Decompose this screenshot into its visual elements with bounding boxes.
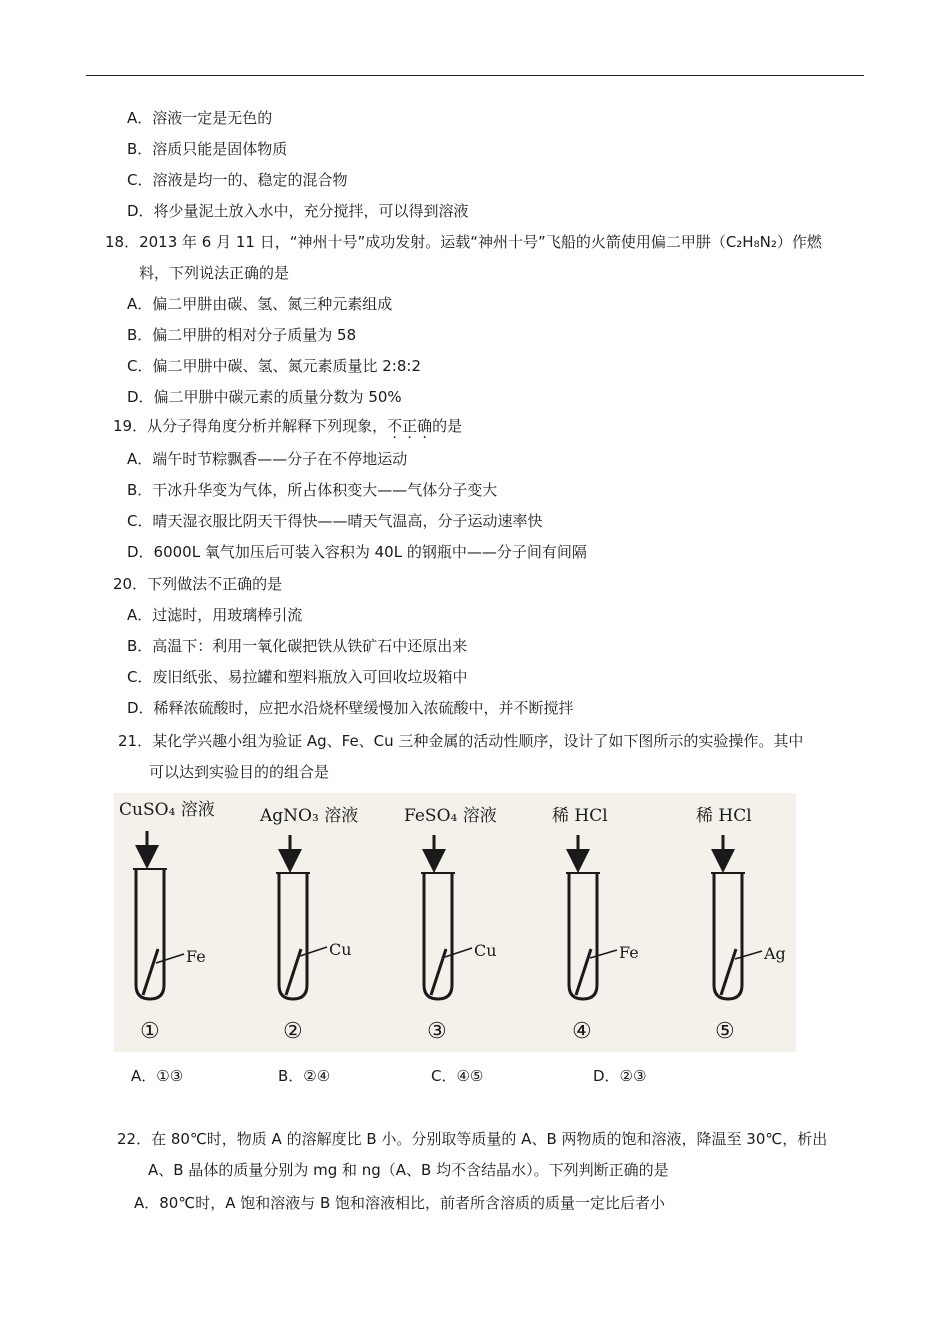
q20-stem: 20．下列做法不正确的是: [113, 575, 283, 593]
q19-stem: [113, 416, 462, 436]
q18-option-c: C．偏二甲肼中碳、氢、氮元素质量比 2:8:2: [127, 357, 421, 375]
q19-emph-1: 不: [387, 417, 403, 435]
tube-3-metal: Cu: [474, 941, 497, 960]
tube-5-number: ⑤: [715, 1019, 735, 1044]
q18-option-a: A．偏二甲肼由碳、氢、氮三种元素组成: [127, 295, 393, 313]
q18-option-d: D．偏二甲肼中碳元素的质量分数为 50%: [127, 388, 402, 406]
q19-stem-post: 的是: [432, 417, 463, 435]
tube-4-reagent: 稀 HCl: [552, 806, 608, 826]
q20-option-a: A．过滤时，用玻璃棒引流: [127, 606, 303, 624]
tube-4-pointer: [590, 950, 617, 958]
tube-4-glass: [569, 873, 597, 999]
q18-option-b: B．偏二甲肼的相对分子质量为 58: [127, 326, 357, 344]
tube-5-pointer: [735, 951, 762, 959]
q21-option-b: B．②④: [278, 1067, 331, 1085]
q17-option-c: C．溶液是均一的、稳定的混合物: [127, 171, 348, 189]
q21-option-d: D．②③: [593, 1067, 647, 1085]
tube-4-metal-strip: [576, 949, 591, 995]
tube-1-metal-strip: [143, 949, 158, 995]
q20-option-b: B．高温下：利用一氧化碳把铁从铁矿石中还原出来: [127, 637, 468, 655]
q22-option-a: A．80℃时，A 饱和溶液与 B 饱和溶液相比，前者所含溶质的质量一定比后者小: [134, 1194, 666, 1212]
tube-1-reagent: CuSO₄ 溶液: [119, 800, 215, 820]
q18-stem-line2: 料，下列说法正确的是: [139, 264, 290, 282]
tube-2: [259, 806, 358, 1044]
q20-option-d: D．稀释浓硫酸时，应把水沿烧杯壁缓慢加入浓硫酸中，并不断搅拌: [127, 699, 574, 717]
tube-3: [404, 806, 497, 1044]
q21-stem-line2: 可以达到实验目的的组合是: [149, 763, 330, 781]
tube-2-number: ②: [283, 1019, 303, 1044]
tube-2-reagent: AgNO₃ 溶液: [260, 806, 359, 826]
q21-option-c: C．④⑤: [431, 1067, 484, 1085]
q19-emph-2: 正: [402, 417, 418, 435]
header-rule: [86, 75, 864, 76]
q19-option-c: C．晴天湿衣服比阴天干得快——晴天气温高，分子运动速率快: [127, 512, 543, 530]
q17-option-b: B．溶质只能是固体物质: [127, 140, 288, 158]
test-tube-figure: [114, 793, 796, 1052]
tube-3-pointer: [445, 948, 472, 957]
q17-option-a: A．溶液一定是无色的: [127, 109, 273, 127]
tube-5-glass: [714, 873, 742, 999]
tube-1-metal: Fe: [186, 947, 206, 966]
tube-5-metal: Ag: [764, 944, 786, 963]
q20-option-c: C．废旧纸张、易拉罐和塑料瓶放入可回收垃圾箱中: [127, 668, 468, 686]
tube-2-metal-strip: [286, 949, 301, 995]
q18-stem-line1: 18．2013 年 6 月 11 日，“神州十号”成功发射。运载“神州十号”飞船的火箭使用偏二甲肼（C₂H₈N₂）作燃: [105, 233, 822, 251]
q19-option-d: D．6000L 氧气加压后可装入容积为 40L 的钢瓶中——分子间有间隔: [127, 543, 587, 561]
tube-3-glass: [424, 873, 452, 999]
q17-option-d: D．将少量泥土放入水中，充分搅拌，可以得到溶液: [127, 202, 469, 220]
tube-1-glass: [136, 869, 164, 999]
tube-3-reagent: FeSO₄ 溶液: [404, 806, 497, 826]
tube-4: [552, 806, 639, 1044]
tube-2-metal: Cu: [329, 940, 352, 959]
tube-1: [119, 800, 215, 1044]
q19-emph-3: 确: [417, 417, 433, 435]
q22-stem-line2: A、B 晶体的质量分别为 mg 和 ng（A、B 均不含结晶水）。下列判断正确的是: [148, 1161, 669, 1179]
tube-4-metal: Fe: [619, 943, 639, 962]
q22-stem-line1: 22．在 80℃时，物质 A 的溶解度比 B 小。分别取等质量的 A、B 两物质的饱和溶液，降温至 30℃，析出: [117, 1130, 828, 1148]
q21-option-a: A．①③: [131, 1067, 184, 1085]
tube-1-number: ①: [140, 1019, 160, 1044]
tube-2-pointer: [300, 947, 327, 956]
q19-option-b: B．干冰升华变为气体，所占体积变大——气体分子变大: [127, 481, 498, 499]
tube-5-reagent: 稀 HCl: [696, 806, 752, 826]
tube-5-metal-strip: [721, 949, 736, 995]
q21-stem-line1: 21．某化学兴趣小组为验证 Ag、Fe、Cu 三种金属的活动性顺序，设计了如下图所示的实验操作。其中: [118, 732, 804, 750]
tube-4-number: ④: [572, 1019, 592, 1044]
tube-3-metal-strip: [431, 949, 446, 995]
tube-1-pointer: [156, 954, 184, 963]
tube-2-glass: [279, 873, 307, 999]
tube-5: [696, 806, 786, 1044]
q19-stem-pre: 19．从分子得角度分析并解释下列现象，: [113, 417, 388, 435]
tube-3-number: ③: [427, 1019, 447, 1044]
q19-option-a: A．端午时节粽飘香——分子在不停地运动: [127, 450, 408, 468]
